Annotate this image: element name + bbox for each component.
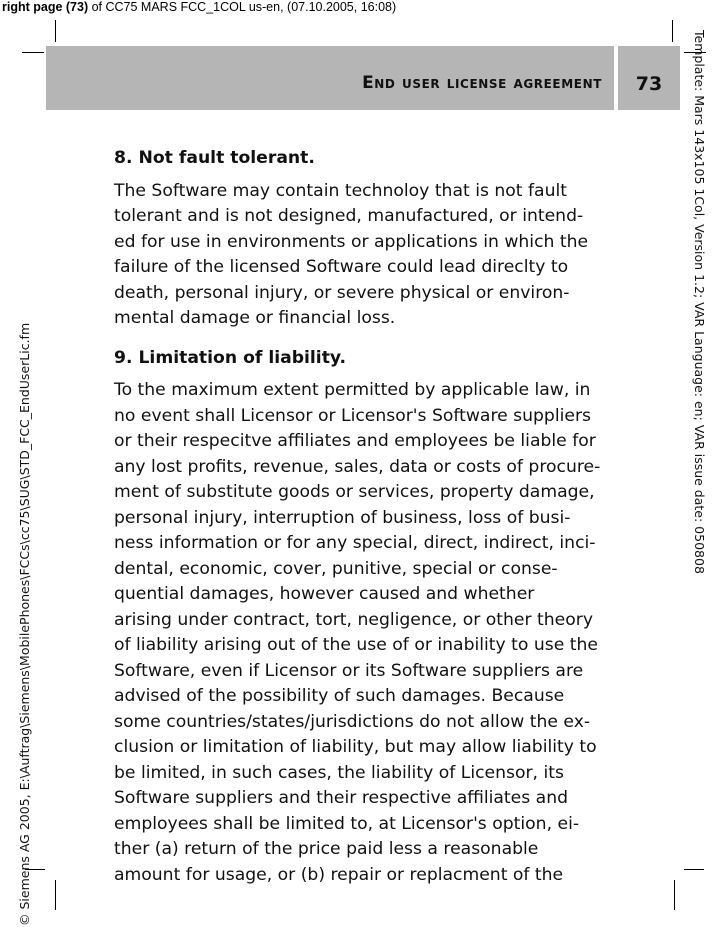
text-line: or their respecitve affiliates and employees be liable for (114, 431, 596, 451)
text-line: no event shall Licensor or Licensor's Software suppliers (114, 405, 591, 426)
text-line: ment of substitute goods or services, property damage, (114, 482, 595, 502)
page-number-box (618, 46, 680, 110)
text-line: The Software may contain technoloy that is not fault (114, 180, 567, 201)
crop-mark (674, 880, 675, 910)
text-line: Software suppliers and their respective affiliates and (114, 788, 568, 808)
text-line: clusion or limitation of liability, but may allow liability to (114, 737, 597, 757)
text-line: ed for use in environments or applications in which the (114, 231, 589, 252)
text-line: failure of the licensed Software could lead direclty to (114, 257, 569, 277)
running-header (2, 0, 396, 14)
crop-mark (22, 52, 44, 53)
section-paragraph (114, 378, 614, 888)
running-header-rest: of CC75 MARS FCC_1COL us-en, (07.10.2005, 16:08) (88, 0, 397, 14)
text-line: Software, even if Licensor or its Software suppliers are (114, 660, 584, 681)
text-line: arising under contract, tort, negligence, or other theory (114, 609, 593, 630)
document-body (114, 146, 614, 902)
page-title: End user license agreement (362, 73, 602, 93)
text-line: personal injury, interruption of business, loss of busi- (114, 507, 571, 528)
text-line: death, personal injury, or severe physical or environ- (114, 282, 570, 303)
text-line: ther (a) return of the price paid less a reasonable (114, 839, 539, 859)
crop-mark (672, 20, 673, 42)
side-template-info: Template: Mars 143x105 1Col, Version 1.2; VAR Language: en; VAR issue date: 050808 (692, 30, 707, 574)
section-heading: 8. Not fault tolerant. (114, 148, 315, 168)
text-line: employees shall be limited to, at Licensor's option, ei- (114, 813, 580, 834)
text-line: any lost profits, revenue, sales, data or costs of procure- (114, 456, 601, 477)
page-number: 73 (635, 73, 663, 95)
section-heading: 9. Limitation of liability. (114, 347, 347, 368)
crop-mark (55, 880, 56, 910)
crop-mark (55, 20, 56, 42)
text-line: be limited, in such cases, the liability of Licensor, its (114, 762, 564, 783)
text-line: of liability arising out of the use of or inability to use the (114, 635, 598, 655)
section-paragraph (114, 179, 614, 332)
running-header-prefix: right page (73) (2, 0, 89, 14)
text-line: amount for usage, or (b) repair or replacment of the (114, 864, 564, 885)
text-line: tolerant and is not designed, manufactured, or intend- (114, 206, 584, 226)
text-line: mental damage or financial loss. (114, 308, 396, 328)
header-bar (46, 46, 614, 110)
side-copyright-path: © Siemens AG 2005, E:\Auftrag\Siemens\MobilePhones\FCCs\cc75\SUG\STD_FCC_EndUserLic.fm (17, 322, 32, 926)
crop-mark (684, 869, 704, 870)
text-line: quential damages, however caused and whether (114, 584, 535, 604)
text-line: ness information or for any special, direct, indirect, inci- (114, 533, 596, 553)
text-line: some countries/states/jurisdictions do not allow the ex- (114, 711, 591, 732)
text-line: advised of the possibility of such damages. Because (114, 686, 565, 706)
text-line: To the maximum extent permitted by applicable law, in (114, 380, 591, 400)
text-line: dental, economic, cover, punitive, special or conse- (114, 558, 558, 579)
